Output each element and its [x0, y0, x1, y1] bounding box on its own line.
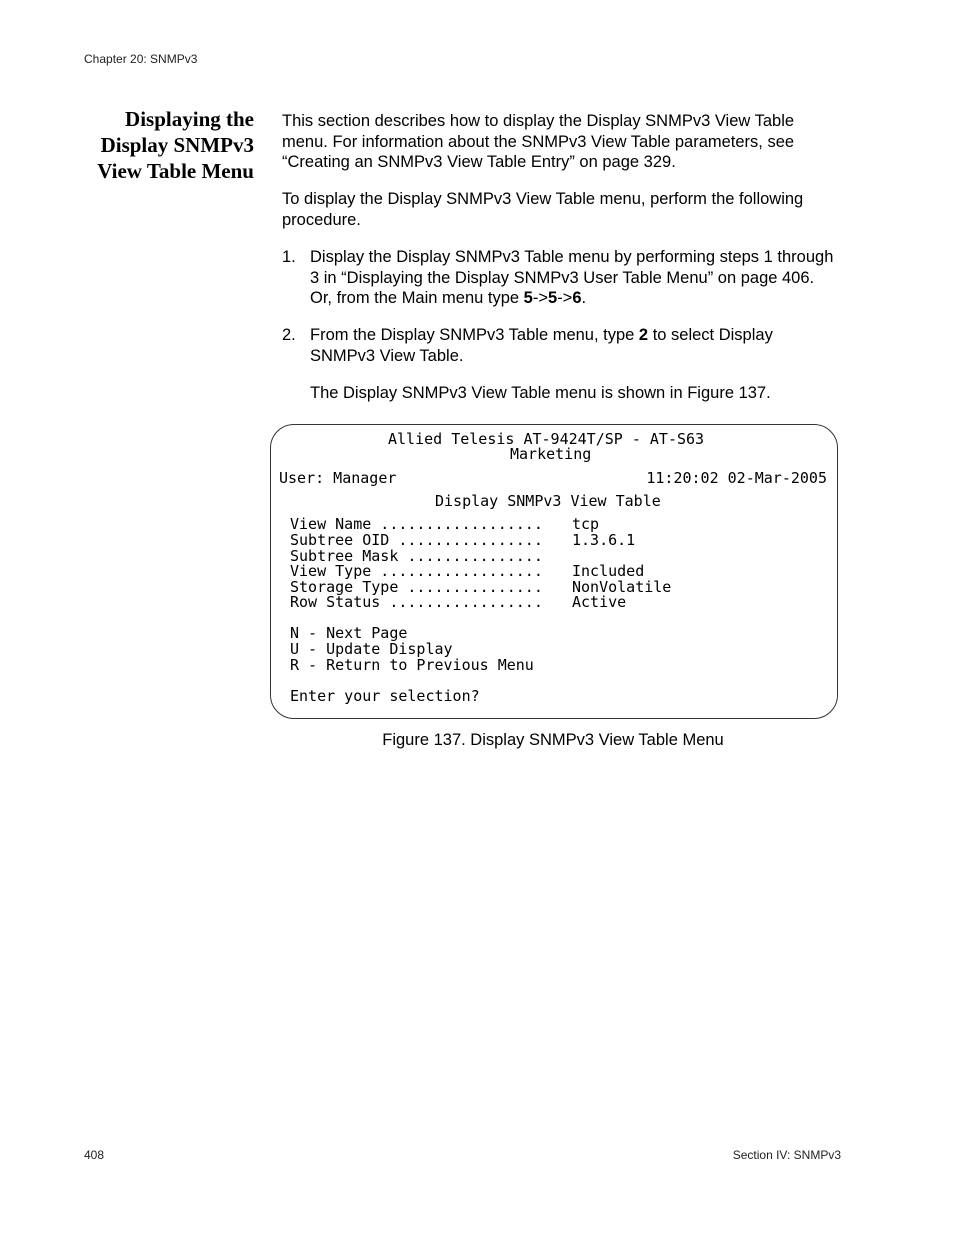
terminal-screen: [270, 424, 838, 719]
field-label-view-name: View Name ..................: [290, 515, 543, 533]
step-text-before: Display the Display SNMPv3 Table menu by performing steps 1 through 3 in “Displaying the Display SNMPv3 User Table Menu” on page 406. Or, from the Main menu type: [310, 248, 834, 307]
menu-key: 5: [523, 289, 533, 307]
field-label-subtree-oid: Subtree OID ................: [290, 531, 543, 549]
field-value-view-name: tcp: [572, 515, 600, 533]
key-separator: ->: [532, 289, 548, 307]
figure-intro-paragraph: The Display SNMPv3 View Table menu is shown in Figure 137.: [310, 384, 771, 402]
menu-key: 2: [638, 326, 649, 344]
terminal-datetime: 11:20:02 02-Mar-2005: [646, 469, 827, 487]
step-text-after: to select Display SNMPv3 View Table.: [310, 326, 773, 365]
page-header: Chapter 20: SNMPv3: [84, 52, 198, 66]
step-text: [310, 325, 840, 366]
page-number: 408: [84, 1148, 105, 1162]
field-value-row-status: Active: [572, 593, 627, 611]
step-text-before: From the Display SNMPv3 Table menu, type: [310, 326, 639, 344]
section-title-line: Display SNMPv3: [100, 133, 254, 157]
figure-caption: Figure 137. Display SNMPv3 View Table Menu: [382, 731, 724, 749]
section-title-line: Displaying the: [125, 107, 254, 131]
step-text-after: .: [581, 289, 587, 307]
key-separator: ->: [557, 289, 573, 307]
step-number: 1.: [282, 248, 296, 266]
menu-option-return[interactable]: R - Return to Previous Menu: [290, 656, 534, 674]
step-number: 2.: [282, 326, 296, 344]
field-label-row-status: Row Status .................: [290, 593, 543, 611]
procedure-intro-paragraph: To display the Display SNMPv3 View Table menu, perform the following procedure.: [282, 190, 804, 229]
terminal-user: User: Manager: [279, 469, 397, 487]
section-title-line: View Table Menu: [97, 159, 254, 183]
field-value-subtree-oid: 1.3.6.1: [572, 531, 636, 549]
intro-paragraph: This section describes how to display the Display SNMPv3 View Table menu. For information about the SNMPv3 View Table parameters, see “Creating an SNMPv3 View Table Entry” on page 329.: [282, 112, 795, 171]
page-footer-section: Section IV: SNMPv3: [732, 1148, 841, 1162]
menu-key: 6: [572, 289, 582, 307]
field-label-subtree-mask: Subtree Mask ...............: [290, 547, 543, 565]
step-text: [310, 247, 840, 309]
menu-option-next-page[interactable]: N - Next Page: [290, 624, 408, 642]
terminal-menu-title: Display SNMPv3 View Table: [435, 492, 661, 510]
menu-option-update-display[interactable]: U - Update Display: [290, 640, 453, 658]
terminal-subtitle: Marketing: [510, 445, 592, 463]
field-value-storage-type: NonVolatile: [572, 578, 672, 596]
menu-key: 5: [548, 289, 558, 307]
section-title: [60, 106, 254, 184]
terminal-title: Allied Telesis AT-9424T/SP - AT-S63: [388, 430, 705, 448]
field-label-view-type: View Type ..................: [290, 562, 543, 580]
field-value-view-type: Included: [572, 562, 645, 580]
field-label-storage-type: Storage Type ...............: [290, 578, 543, 596]
selection-prompt[interactable]: Enter your selection?: [290, 687, 480, 705]
